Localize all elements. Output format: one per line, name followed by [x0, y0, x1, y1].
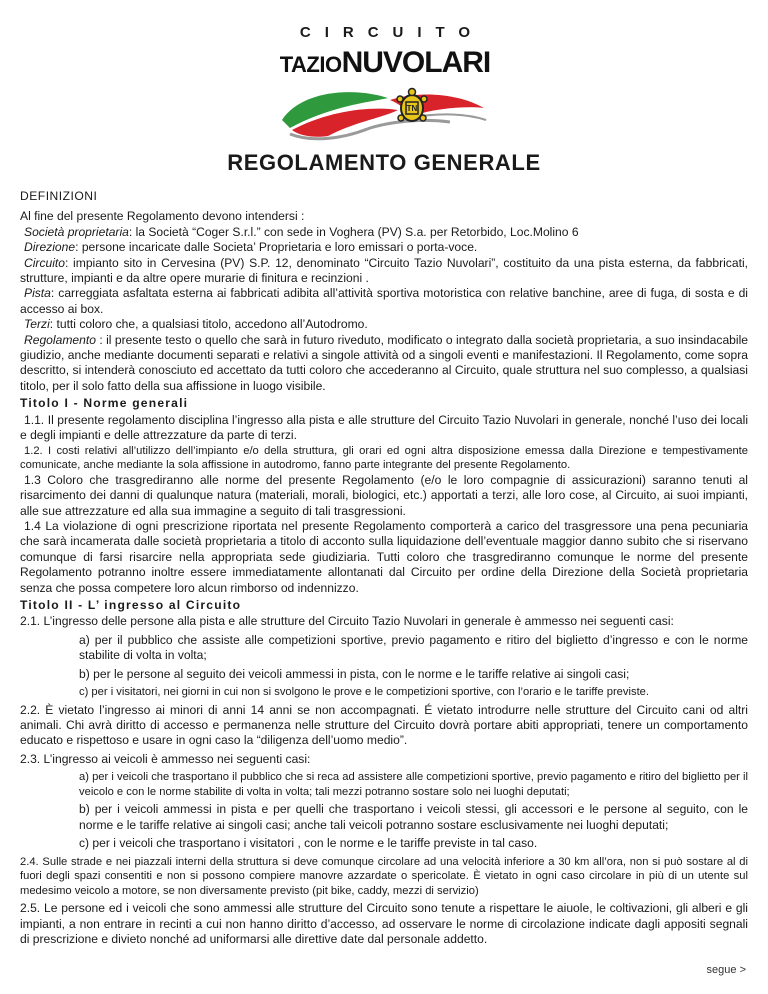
article-2-1: 2.1. L’ingresso delle persone alla pista e alle strutture del Circuito Tazio Nuvolari in generale è ammesso nei seguenti casi:	[20, 614, 674, 629]
definition-item	[20, 317, 748, 332]
article-1-4: 1.4 La violazione di ogni prescrizione riportata nel presente Regolamento comporterà a carico del trasgressore una pena pecuniaria che sarà incamerata dalle società proprietaria a titolo di acconto sulla liquidazione dell’eventuale maggior danno subito che si riservano comunque di farsi risarcire nella appropriata sede giudiziaria. Tutti coloro che trasgrediranno comunque le norme del presente Regolamento potranno inoltre essere immediatamente allontanati dal Circuito per ordine della Direzione della Società proprietaria senza che possa competere loro alcun rimborso od indennizzo.	[20, 518, 748, 595]
article-2-2: 2.2. È vietato l’ingresso ai minori di anni 14 anni se non accompagnati. É vietato introdurre nelle strutture del Circuito cani od altri animali. Chi avrà diritto di accesso e permanenza nelle strutture del Circuito dovrà portare abiti appropriati, tenere un comportamento educato e rispettoso e usare in ogni caso la “diligenza dell’uomo medio”.	[20, 702, 748, 748]
definition-term: Società proprietaria	[24, 224, 129, 239]
definition-text: : tutti coloro che, a qualsiasi titolo, accedono all’Autodromo.	[49, 317, 368, 332]
definizioni-heading: DEFINIZIONI	[20, 189, 98, 203]
definizioni-intro: Al fine del presente Regolamento devono intendersi :	[20, 209, 305, 224]
emblem-text: TN	[406, 104, 418, 113]
article-1-2: 1.2. I costi relativi all’utilizzo dell’impianto e/o della struttura, gli orari ed ogni altra disposizione emessa dalla Direzione e tempestivamente comunicate, anche mediante la sola affissione in autodromo, fanno parte integrante del presente Regolamento.	[20, 444, 748, 472]
definition-term: Terzi	[24, 317, 50, 332]
definition-text: : impianto sito in Cervesina (PV) S.P. 12, denominato “Circuito Tazio Nuvolari”, costituito da una pista esterna, da fabbricati, strutture, impianti e da altre opere murarie di finitura e recinzioni .	[20, 255, 748, 286]
article-2-4: 2.4. Sulle strade e nei piazzali interni della struttura si deve comunque circolare ad una velocità inferiore a 30 km all’ora, non si può sostare al di fuori degli spazi consentiti e non si possono compiere manovre azzardate o spericolate. È vietato in ogni caso circolare in più di un utente sul medesimo veicolo a motore, se non diversamente previsto (pit bike, caddy, mezzi di servizio)	[20, 855, 748, 897]
document-body	[20, 189, 748, 951]
next-page-link[interactable]: segue >	[706, 964, 746, 976]
article-2-3: 2.3. L’ingresso ai veicoli è ammesso nei seguenti casi:	[20, 751, 311, 766]
definition-item	[20, 225, 748, 240]
definition-text: : persone incaricate dalle Societa’ Proprietaria e loro emissari o porta-voce.	[75, 240, 478, 255]
article-2-1-a: a) per il pubblico che assiste alle competizioni sportive, previo pagamento e ritiro del biglietto d’ingresso e con le norme stabilite di volta in volta;	[79, 632, 748, 663]
definition-item	[20, 333, 748, 395]
definition-item	[20, 240, 748, 255]
logo-name	[270, 46, 500, 80]
titolo1-heading: Titolo I - Norme generali	[20, 396, 189, 411]
definition-text: : il presente testo o quello che sarà in futuro riveduto, modificato o integrato dalla società proprietaria, a suo insindacabile giudizio, anche mediante documenti separati e relativi a singole attività od a singoli eventi e manifestazioni. Il Regolamento, come sopra descritto, si intenderà conosciuto ed accettato da tutti coloro che accederanno al Circuito, quale struttura nel suo complesso, a qualsiasi titolo, per il solo fatto della sua affissione in luogo visibile.	[20, 332, 748, 393]
article-2-1-c: c) per i visitatori, nei giorni in cui non si svolgono le prove e le competizioni sportive, con l’orario e le tariffe previste.	[79, 685, 650, 698]
article-2-5: 2.5. Le persone ed i veicoli che sono ammessi alle strutture del Circuito sono tenute a rispettare le aiuole, le coltivazioni, gli alberi e gli impianti, a non entrare in recinti a cui non hanno diritto d’accesso, ad osservare le norme di circolazione indicate dagli appositi segnali di prescrizione e divieto nonché ad uniformarsi alle direttive date dal personale addetto.	[20, 901, 748, 947]
logo-name-part2: NUVOLARI	[341, 46, 491, 79]
definition-term: Direzione	[24, 240, 76, 255]
circuit-logo	[270, 24, 500, 150]
titolo2-heading: Titolo II - L’ ingresso al Circuito	[20, 597, 242, 612]
article-2-1-b: b) per le persone al seguito dei veicoli ammessi in pista, con le norme e le tariffe relative ai singoli casi;	[79, 666, 630, 681]
article-2-3-a: a) per i veicoli che trasportano il pubblico che si reca ad assistere alle competizioni sportive, previo pagamento e ritiro del biglietto per il veicolo e con le norme stabilite di volta in volta; tali mezzi potranno sostare solo nei luoghi deputati;	[79, 771, 748, 798]
page-title: REGOLAMENTO GENERALE	[227, 150, 541, 175]
definition-term: Pista	[24, 286, 51, 301]
logo-circuito-text: CIRCUITO	[299, 24, 485, 41]
track-swoosh-icon	[270, 76, 500, 148]
definition-text: : carreggiata asfaltata esterna ai fabbricati adibita all’attività sportiva motoristica con relative banchine, aree di fuga, di sosta e di accesso ai box.	[20, 286, 748, 316]
definition-term: Regolamento	[24, 332, 96, 347]
article-2-3-b: b) per i veicoli ammessi in pista e per quelli che trasportano i veicoli stessi, gli accessori e le persone al seguito, con le norme e le tariffe relative ai singoli casi; anche tali veicoli potranno sostare esclusivamente nei luoghi deputati;	[79, 802, 748, 832]
article-1-3: 1.3 Coloro che trasgrediranno alle norme del presente Regolamento (e/o le loro compagnie di assicurazioni) saranno tenuti al risarcimento dei danni di qualunque natura (materiali, morali, biologici, etc.) apportati a terzi, alle loro cose, al Circuito, ai suoi impianti, alle sue attrezzature ed alla sua immagine a seguito di tali trasgressioni.	[20, 472, 748, 518]
definition-term: Circuito	[24, 255, 65, 270]
article-2-3-c: c) per i veicoli che trasportano i visitatori , con le norme e le tariffe previste in tal caso.	[79, 836, 538, 851]
definition-item	[20, 286, 748, 317]
definition-item	[20, 256, 748, 287]
definition-text: : la Società “Coger S.r.l.” con sede in Voghera (PV) S.a. per Retorbido, Loc.Molino 6	[128, 224, 579, 239]
article-1-1: 1.1. Il presente regolamento disciplina l’ingresso alla pista e alle strutture del Circuito Tazio Nuvolari in generale, nonché l’uso dei locali e degli impianti e delle attrezzature da parte di terzi.	[20, 412, 748, 443]
logo-name-part1: TAZIO	[279, 52, 342, 77]
